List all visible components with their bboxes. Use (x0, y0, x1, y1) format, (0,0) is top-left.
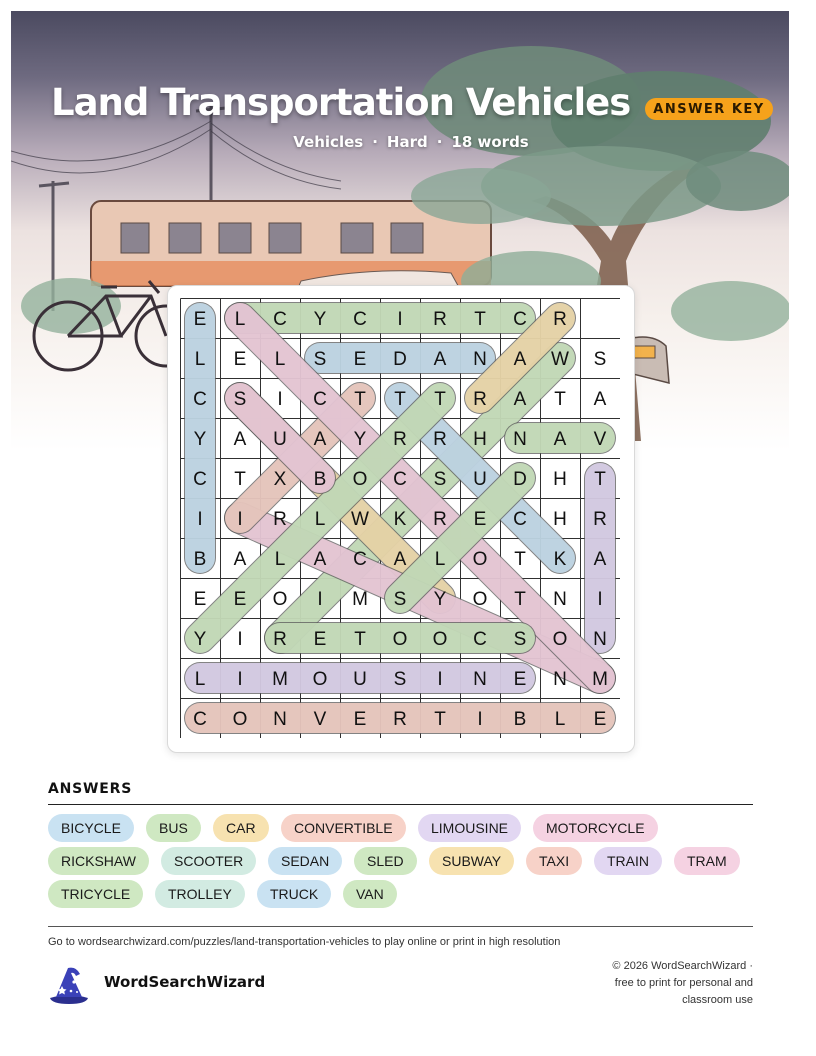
footer-divider (48, 926, 753, 927)
answer-chip: BUS (146, 814, 201, 842)
grid-letter: C (313, 389, 327, 410)
grid-letter: A (553, 429, 567, 450)
grid-letter: D (513, 469, 527, 490)
answer-chip: BICYCLE (48, 814, 134, 842)
grid-letter: T (474, 309, 486, 330)
grid-letter: Y (313, 309, 327, 330)
grid-letter: M (272, 669, 288, 690)
grid-letter: U (273, 429, 287, 450)
answer-chip: SUBWAY (429, 847, 514, 875)
grid-letter: O (352, 469, 368, 490)
grid-letter: I (197, 509, 203, 530)
grid-letter: O (272, 589, 288, 610)
grid-letter: C (473, 629, 487, 650)
grid-letter: R (593, 509, 607, 530)
grid-letter: L (234, 309, 246, 330)
grid-letter: O (552, 629, 568, 650)
grid-letter: N (273, 709, 287, 730)
grid-letter: E (593, 709, 607, 730)
grid-letter: K (393, 509, 407, 530)
grid-letter: V (313, 709, 327, 730)
grid-letter: A (233, 429, 247, 450)
grid-letter: E (193, 309, 207, 330)
answer-chip: CAR (213, 814, 269, 842)
grid-letter: C (353, 549, 367, 570)
grid-letter: T (554, 389, 566, 410)
grid-letter: I (597, 589, 603, 610)
grid-letter: N (553, 669, 567, 690)
grid-letter: A (313, 549, 327, 570)
difficulty-label: Hard (386, 133, 428, 151)
brand-name: WordSearchWizard (104, 973, 266, 991)
grid-letter: O (312, 669, 328, 690)
grid-letter: T (514, 549, 526, 570)
grid-letter: I (237, 509, 243, 530)
answer-chip: SEDAN (268, 847, 342, 875)
copyright-line: classroom use (682, 994, 753, 1006)
answer-key-badge: ANSWER KEY (645, 98, 773, 120)
grid-letter: R (433, 429, 447, 450)
answers-divider (48, 804, 753, 805)
grid-letter: H (553, 509, 567, 530)
grid-letter: S (593, 349, 607, 370)
puzzle-meta (11, 133, 789, 151)
grid-letter: C (393, 469, 407, 490)
wizard-hat-icon (46, 964, 92, 1006)
grid-letter: Y (193, 429, 207, 450)
grid-letter: A (433, 349, 447, 370)
answer-chip: SLED (354, 847, 417, 875)
grid-letter: R (393, 709, 407, 730)
answer-chip: RICKSHAW (48, 847, 149, 875)
grid-letter: C (513, 509, 527, 530)
grid-letter: A (513, 389, 527, 410)
grid-letter: T (394, 389, 406, 410)
grid-letter: C (353, 309, 367, 330)
grid-letter: E (193, 589, 207, 610)
grid-letter: E (473, 509, 487, 530)
grid-letter: R (393, 429, 407, 450)
grid-letter: H (553, 469, 567, 490)
grid-letter: A (593, 389, 607, 410)
grid-letter: L (314, 509, 326, 530)
grid-letter: L (554, 709, 566, 730)
grid-letter: B (513, 709, 527, 730)
footer-link-text: Go to wordsearchwizard.com/puzzles/land-transportation-vehicles to play online or print in high resolution (48, 936, 561, 948)
answer-chip: TRUCK (257, 880, 331, 908)
grid-letter: T (514, 589, 526, 610)
grid-letter: T (354, 629, 366, 650)
grid-letter: L (274, 549, 286, 570)
grid-letter: S (433, 469, 447, 490)
grid-letter: O (232, 709, 248, 730)
grid-letter: L (194, 349, 206, 370)
page-title: Land Transportation Vehicles (51, 81, 631, 124)
grid-letter: I (477, 709, 483, 730)
copyright-notice (533, 958, 753, 1009)
grid-letter: M (592, 669, 608, 690)
grid-letter: L (274, 349, 286, 370)
grid-letter: T (354, 389, 366, 410)
grid-letter: E (233, 349, 247, 370)
grid-letter: L (194, 669, 206, 690)
grid-letter: S (313, 349, 327, 370)
answer-chip: TROLLEY (155, 880, 245, 908)
grid-letter: N (473, 349, 487, 370)
grid-letter: A (513, 349, 527, 370)
answer-chip: CONVERTIBLE (281, 814, 406, 842)
grid-letter: N (473, 669, 487, 690)
grid-letter: W (551, 349, 569, 370)
copyright-line: © 2026 WordSearchWizard · (612, 960, 753, 972)
grid-letter: I (237, 669, 243, 690)
grid-letter: C (193, 389, 207, 410)
answer-chip: TRAM (674, 847, 740, 875)
grid-letter: C (273, 309, 287, 330)
grid-letter: E (313, 629, 327, 650)
grid-letter: E (353, 349, 367, 370)
grid-letter: A (313, 429, 327, 450)
grid-letter: I (237, 629, 243, 650)
grid-letter: A (593, 549, 607, 570)
grid-letter: E (353, 709, 367, 730)
copyright-line: free to print for personal and (614, 977, 753, 989)
answer-chip: SCOOTER (161, 847, 256, 875)
grid-letter: E (233, 589, 247, 610)
answer-chip: VAN (343, 880, 397, 908)
grid-letter: C (193, 709, 207, 730)
grid-letter: T (434, 709, 446, 730)
grid-letter: R (433, 509, 447, 530)
grid-letter: N (513, 429, 527, 450)
grid-letter: I (277, 389, 283, 410)
word-search-grid (180, 298, 620, 738)
grid-letter: Y (193, 629, 207, 650)
grid-letter: K (553, 549, 567, 570)
grid-letter: A (233, 549, 247, 570)
grid-letter: T (594, 469, 606, 490)
grid-letter: C (513, 309, 527, 330)
grid-letter: W (351, 509, 369, 530)
answer-chip: TRICYCLE (48, 880, 143, 908)
separator: · (372, 133, 378, 151)
grid-letter: O (472, 549, 488, 570)
grid-letter: O (432, 629, 448, 650)
category-label: Vehicles (293, 133, 364, 151)
grid-letter: I (437, 669, 443, 690)
answer-chip: LIMOUSINE (418, 814, 521, 842)
separator: · (436, 133, 443, 151)
grid-letter: I (397, 309, 403, 330)
grid-letter: V (593, 429, 607, 450)
grid-letter: O (392, 629, 408, 650)
grid-letter: N (593, 629, 607, 650)
answer-chip: TAXI (526, 847, 582, 875)
grid-letter: N (553, 589, 567, 610)
grid-letter: B (313, 469, 327, 490)
grid-letter: S (513, 629, 527, 650)
grid-letter: Y (353, 429, 367, 450)
grid-letter: R (273, 509, 287, 530)
grid-letter: Y (433, 589, 447, 610)
grid-letter: T (234, 469, 246, 490)
grid-letter: C (193, 469, 207, 490)
grid-letter: U (353, 669, 367, 690)
grid-letter: O (472, 589, 488, 610)
grid-letter: B (193, 549, 207, 570)
grid-letter: H (473, 429, 487, 450)
grid-letter: D (393, 349, 407, 370)
grid-letter: S (393, 669, 407, 690)
grid-letter: R (273, 629, 287, 650)
grid-letter: S (393, 589, 407, 610)
grid-letter: A (393, 549, 407, 570)
grid-letter: T (434, 389, 446, 410)
grid-letter: R (553, 309, 567, 330)
answers-heading: ANSWERS (48, 781, 133, 797)
word-count-label: 18 words (451, 133, 529, 151)
grid-letter: M (352, 589, 368, 610)
grid-letter: U (473, 469, 487, 490)
grid-letter: L (434, 549, 446, 570)
answer-chip: MOTORCYCLE (533, 814, 658, 842)
grid-letter: S (233, 389, 247, 410)
grid-letter: E (513, 669, 527, 690)
grid-letter: R (433, 309, 447, 330)
answer-chip: TRAIN (594, 847, 662, 875)
grid-letter: X (273, 469, 287, 490)
grid-letter: I (317, 589, 323, 610)
grid-letter: R (473, 389, 487, 410)
